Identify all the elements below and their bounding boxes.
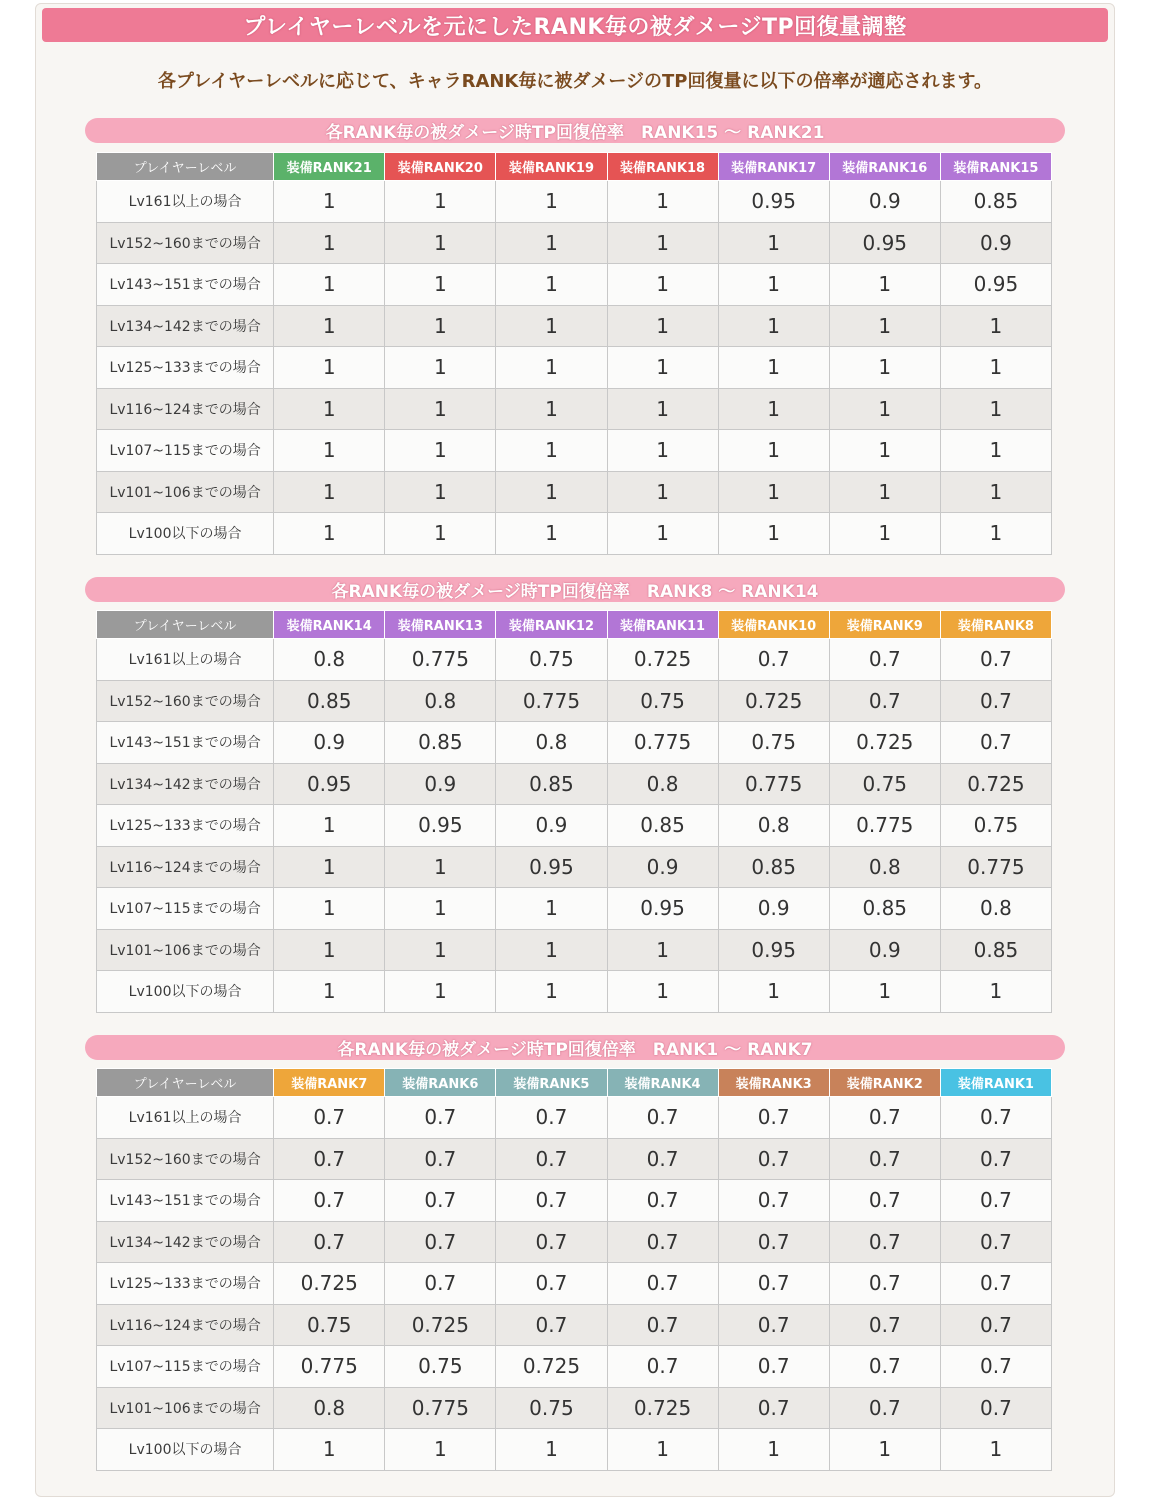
rate-value-cell: 1: [829, 347, 940, 389]
rate-value-cell: 0.7: [940, 722, 1051, 764]
rate-value-cell: 1: [385, 305, 496, 347]
table-header-row: [97, 611, 1052, 639]
rank-column-header: 装備RANK6: [385, 1069, 496, 1097]
table-row: [97, 1263, 1052, 1305]
rate-value-cell: 0.7: [496, 1304, 607, 1346]
level-label-cell: Lv107~115までの場合: [97, 888, 274, 930]
rate-value-cell: 0.775: [496, 680, 607, 722]
level-label-cell: Lv107~115までの場合: [97, 1346, 274, 1388]
rate-value-cell: 1: [385, 929, 496, 971]
rate-value-cell: 0.75: [385, 1346, 496, 1388]
rank-column-header: 装備RANK16: [829, 153, 940, 181]
rank-column-header: 装備RANK12: [496, 611, 607, 639]
rate-value-cell: 1: [496, 264, 607, 306]
rate-value-cell: 0.8: [607, 763, 718, 805]
table-header-row: [97, 1069, 1052, 1097]
rate-value-cell: 1: [385, 430, 496, 472]
rate-value-cell: 0.7: [385, 1097, 496, 1139]
rate-value-cell: 1: [607, 264, 718, 306]
rate-value-cell: 1: [496, 513, 607, 555]
rate-value-cell: 0.7: [718, 1138, 829, 1180]
level-label-cell: Lv134~142までの場合: [97, 763, 274, 805]
table-row: [97, 971, 1052, 1013]
rate-value-cell: 0.85: [274, 680, 385, 722]
rate-value-cell: 1: [718, 971, 829, 1013]
table-row: [97, 471, 1052, 513]
rate-value-cell: 0.75: [274, 1304, 385, 1346]
page-subtitle: 各プレイヤーレベルに応じて、キャラRANK毎に被ダメージのTP回復量に以下の倍率が適応されます。: [157, 71, 993, 92]
rate-value-cell: 1: [718, 513, 829, 555]
rate-value-cell: 0.7: [940, 1304, 1051, 1346]
table-row: [97, 1221, 1052, 1263]
rate-value-cell: 0.7: [607, 1346, 718, 1388]
rate-value-cell: 1: [274, 846, 385, 888]
rate-value-cell: 0.7: [607, 1263, 718, 1305]
rate-value-cell: 1: [940, 971, 1051, 1013]
rate-value-cell: 1: [274, 264, 385, 306]
table-row: [97, 846, 1052, 888]
level-label-cell: Lv116~124までの場合: [97, 846, 274, 888]
rate-value-cell: 0.75: [496, 639, 607, 681]
level-label-cell: Lv101~106までの場合: [97, 471, 274, 513]
table-row: [97, 1387, 1052, 1429]
rate-value-cell: 0.7: [274, 1221, 385, 1263]
table-row: [97, 1138, 1052, 1180]
level-column-header: プレイヤーレベル: [97, 153, 274, 181]
rank-column-header: 装備RANK20: [385, 153, 496, 181]
rate-value-cell: 1: [607, 430, 718, 472]
rank-column-header: 装備RANK8: [940, 611, 1051, 639]
rate-value-cell: 1: [607, 181, 718, 223]
table-row: [97, 1304, 1052, 1346]
rate-value-cell: 0.7: [829, 1138, 940, 1180]
rate-value-cell: 0.85: [940, 181, 1051, 223]
level-column-header: プレイヤーレベル: [97, 1069, 274, 1097]
rate-value-cell: 0.7: [829, 680, 940, 722]
table-row: [97, 222, 1052, 264]
rate-value-cell: 0.8: [274, 1387, 385, 1429]
rate-value-cell: 1: [718, 471, 829, 513]
rate-value-cell: 0.85: [829, 888, 940, 930]
rate-value-cell: 0.7: [718, 1387, 829, 1429]
rate-value-cell: 0.7: [718, 1346, 829, 1388]
rate-value-cell: 0.775: [274, 1346, 385, 1388]
tp-rate-table: [96, 610, 1052, 1013]
rate-value-cell: 1: [385, 513, 496, 555]
tp-rate-table: [96, 152, 1052, 555]
rate-value-cell: 0.725: [829, 722, 940, 764]
rate-value-cell: 1: [274, 305, 385, 347]
rank-column-header: 装備RANK1: [940, 1069, 1051, 1097]
rate-value-cell: 0.7: [718, 639, 829, 681]
level-label-cell: Lv100以下の場合: [97, 971, 274, 1013]
level-label-cell: Lv161以上の場合: [97, 181, 274, 223]
rate-value-cell: 0.7: [607, 1221, 718, 1263]
rate-value-cell: 1: [385, 888, 496, 930]
rate-value-cell: 1: [718, 264, 829, 306]
rate-value-cell: 0.75: [829, 763, 940, 805]
level-label-cell: Lv152~160までの場合: [97, 222, 274, 264]
table-row: [97, 1180, 1052, 1222]
rate-value-cell: 0.9: [607, 846, 718, 888]
section-heading: 各RANK毎の被ダメージ時TP回復倍率 RANK1 ～ RANK7: [85, 1035, 1065, 1060]
level-label-cell: Lv116~124までの場合: [97, 388, 274, 430]
rate-value-cell: 0.95: [829, 222, 940, 264]
table-row: [97, 264, 1052, 306]
rate-value-cell: 1: [829, 264, 940, 306]
level-label-cell: Lv125~133までの場合: [97, 1263, 274, 1305]
table-row: [97, 639, 1052, 681]
rate-value-cell: 1: [496, 430, 607, 472]
rate-value-cell: 0.775: [718, 763, 829, 805]
level-label-cell: Lv143~151までの場合: [97, 1180, 274, 1222]
rate-value-cell: 0.95: [718, 181, 829, 223]
rate-value-cell: 0.7: [274, 1097, 385, 1139]
rate-value-cell: 0.7: [496, 1138, 607, 1180]
rate-value-cell: 0.7: [940, 680, 1051, 722]
table-row: [97, 1097, 1052, 1139]
rate-value-cell: 1: [385, 181, 496, 223]
level-label-cell: Lv134~142までの場合: [97, 1221, 274, 1263]
rank-column-header: 装備RANK17: [718, 153, 829, 181]
rate-value-cell: 0.7: [829, 1221, 940, 1263]
rate-value-cell: 0.725: [718, 680, 829, 722]
tp-rate-table: [96, 1068, 1052, 1471]
rate-value-cell: 1: [496, 971, 607, 1013]
level-label-cell: Lv101~106までの場合: [97, 1387, 274, 1429]
rank-column-header: 装備RANK10: [718, 611, 829, 639]
rate-value-cell: 0.7: [940, 1221, 1051, 1263]
rate-value-cell: 1: [274, 181, 385, 223]
rate-value-cell: 0.7: [940, 1180, 1051, 1222]
rank-column-header: 装備RANK14: [274, 611, 385, 639]
level-label-cell: Lv116~124までの場合: [97, 1304, 274, 1346]
rate-value-cell: 0.7: [718, 1221, 829, 1263]
table-row: [97, 680, 1052, 722]
level-label-cell: Lv101~106までの場合: [97, 929, 274, 971]
rate-value-cell: 1: [940, 388, 1051, 430]
level-label-cell: Lv161以上の場合: [97, 1097, 274, 1139]
rate-value-cell: 0.775: [829, 805, 940, 847]
table-row: [97, 763, 1052, 805]
rate-value-cell: 0.7: [829, 1097, 940, 1139]
level-label-cell: Lv125~133までの場合: [97, 805, 274, 847]
rate-value-cell: 0.7: [829, 1180, 940, 1222]
rate-value-cell: 0.7: [940, 639, 1051, 681]
rate-value-cell: 0.725: [607, 1387, 718, 1429]
rate-value-cell: 0.7: [718, 1097, 829, 1139]
rate-value-cell: 0.7: [940, 1346, 1051, 1388]
rate-value-cell: 1: [496, 222, 607, 264]
rate-value-cell: 1: [940, 347, 1051, 389]
rate-value-cell: 1: [385, 222, 496, 264]
level-label-cell: Lv143~151までの場合: [97, 264, 274, 306]
rank-column-header: 装備RANK9: [829, 611, 940, 639]
rate-value-cell: 0.725: [496, 1346, 607, 1388]
level-label-cell: Lv134~142までの場合: [97, 305, 274, 347]
section-heading: 各RANK毎の被ダメージ時TP回復倍率 RANK15 ～ RANK21: [85, 118, 1065, 143]
rate-value-cell: 0.7: [940, 1097, 1051, 1139]
rate-value-cell: 0.7: [940, 1263, 1051, 1305]
rate-value-cell: 0.725: [274, 1263, 385, 1305]
rate-value-cell: 1: [496, 929, 607, 971]
rate-value-cell: 0.9: [718, 888, 829, 930]
rate-value-cell: 0.95: [940, 264, 1051, 306]
rate-value-cell: 0.95: [718, 929, 829, 971]
rate-value-cell: 1: [385, 471, 496, 513]
level-label-cell: Lv125~133までの場合: [97, 347, 274, 389]
rate-value-cell: 0.9: [829, 929, 940, 971]
rate-value-cell: 1: [385, 971, 496, 1013]
rate-value-cell: 0.7: [829, 639, 940, 681]
rate-value-cell: 0.85: [607, 805, 718, 847]
rank-column-header: 装備RANK13: [385, 611, 496, 639]
rate-value-cell: 0.8: [718, 805, 829, 847]
section-heading: 各RANK毎の被ダメージ時TP回復倍率 RANK8 ～ RANK14: [85, 577, 1065, 602]
rate-value-cell: 1: [829, 388, 940, 430]
rate-value-cell: 0.7: [829, 1304, 940, 1346]
rate-value-cell: 1: [274, 430, 385, 472]
rate-value-cell: 1: [274, 888, 385, 930]
rate-value-cell: 0.9: [385, 763, 496, 805]
rank-column-header: 装備RANK4: [607, 1069, 718, 1097]
rank-column-header: 装備RANK18: [607, 153, 718, 181]
rate-value-cell: 1: [496, 388, 607, 430]
rate-value-cell: 0.9: [496, 805, 607, 847]
rate-value-cell: 1: [607, 222, 718, 264]
rate-value-cell: 0.75: [718, 722, 829, 764]
rate-value-cell: 0.7: [274, 1138, 385, 1180]
table-row: [97, 722, 1052, 764]
rate-value-cell: 1: [940, 430, 1051, 472]
rate-value-cell: 1: [274, 1429, 385, 1471]
rate-value-cell: 1: [385, 846, 496, 888]
rank-column-header: 装備RANK19: [496, 153, 607, 181]
table-row: [97, 1346, 1052, 1388]
rate-value-cell: 1: [496, 471, 607, 513]
rate-value-cell: 0.7: [385, 1180, 496, 1222]
rate-value-cell: 1: [829, 430, 940, 472]
table-row: [97, 181, 1052, 223]
rate-value-cell: 1: [607, 1429, 718, 1471]
rate-value-cell: 1: [274, 929, 385, 971]
rate-value-cell: 0.75: [940, 805, 1051, 847]
rate-value-cell: 1: [607, 305, 718, 347]
rate-value-cell: 0.7: [940, 1387, 1051, 1429]
rate-value-cell: 0.95: [496, 846, 607, 888]
rate-value-cell: 1: [718, 222, 829, 264]
rate-value-cell: 0.85: [940, 929, 1051, 971]
rate-value-cell: 1: [718, 347, 829, 389]
rate-value-cell: 0.7: [940, 1138, 1051, 1180]
table-row: [97, 430, 1052, 472]
rate-value-cell: 0.7: [718, 1263, 829, 1305]
rate-value-cell: 1: [385, 1429, 496, 1471]
rate-value-cell: 0.8: [829, 846, 940, 888]
rate-value-cell: 1: [274, 805, 385, 847]
rate-value-cell: 0.85: [718, 846, 829, 888]
rate-value-cell: 1: [274, 513, 385, 555]
rate-value-cell: 1: [940, 471, 1051, 513]
rate-value-cell: 0.7: [385, 1221, 496, 1263]
rate-value-cell: 1: [718, 430, 829, 472]
rate-value-cell: 0.9: [274, 722, 385, 764]
rate-value-cell: 0.7: [718, 1180, 829, 1222]
page-title: プレイヤーレベルを元にしたRANK毎の被ダメージTP回復量調整: [42, 8, 1108, 42]
level-label-cell: Lv143~151までの場合: [97, 722, 274, 764]
rate-value-cell: 0.775: [385, 1387, 496, 1429]
level-label-cell: Lv161以上の場合: [97, 639, 274, 681]
rate-value-cell: 0.7: [385, 1138, 496, 1180]
rate-value-cell: 1: [496, 1429, 607, 1471]
table-row: [97, 305, 1052, 347]
rate-value-cell: 1: [496, 305, 607, 347]
rate-value-cell: 1: [940, 1429, 1051, 1471]
rate-value-cell: 0.7: [496, 1097, 607, 1139]
rate-value-cell: 1: [607, 929, 718, 971]
rate-value-cell: 0.7: [829, 1263, 940, 1305]
level-label-cell: Lv100以下の場合: [97, 1429, 274, 1471]
table-header-row: [97, 153, 1052, 181]
rate-value-cell: 1: [607, 471, 718, 513]
rate-value-cell: 0.75: [607, 680, 718, 722]
rate-value-cell: 0.7: [496, 1221, 607, 1263]
rate-value-cell: 0.775: [385, 639, 496, 681]
rank-column-header: 装備RANK11: [607, 611, 718, 639]
rate-value-cell: 1: [607, 513, 718, 555]
rate-value-cell: 1: [274, 388, 385, 430]
rate-value-cell: 0.725: [385, 1304, 496, 1346]
rate-value-cell: 0.7: [385, 1263, 496, 1305]
rate-value-cell: 0.95: [274, 763, 385, 805]
table-row: [97, 513, 1052, 555]
rate-value-cell: 1: [940, 513, 1051, 555]
rate-value-cell: 0.775: [607, 722, 718, 764]
rate-value-cell: 0.7: [496, 1180, 607, 1222]
rate-value-cell: 0.8: [274, 639, 385, 681]
rate-value-cell: 0.85: [385, 722, 496, 764]
rate-value-cell: 0.7: [496, 1263, 607, 1305]
level-label-cell: Lv107~115までの場合: [97, 430, 274, 472]
rank-column-header: 装備RANK21: [274, 153, 385, 181]
rate-value-cell: 0.775: [940, 846, 1051, 888]
rate-value-cell: 1: [274, 471, 385, 513]
level-label-cell: Lv100以下の場合: [97, 513, 274, 555]
rate-value-cell: 0.725: [607, 639, 718, 681]
rank-column-header: 装備RANK3: [718, 1069, 829, 1097]
rank-column-header: 装備RANK5: [496, 1069, 607, 1097]
table-row: [97, 805, 1052, 847]
rank-column-header: 装備RANK15: [940, 153, 1051, 181]
rate-value-cell: 0.85: [496, 763, 607, 805]
rate-value-cell: 1: [940, 305, 1051, 347]
rate-value-cell: 0.9: [940, 222, 1051, 264]
rank-column-header: 装備RANK7: [274, 1069, 385, 1097]
rate-value-cell: 0.725: [940, 763, 1051, 805]
rate-value-cell: 0.75: [496, 1387, 607, 1429]
rate-value-cell: 1: [274, 971, 385, 1013]
rate-value-cell: 0.8: [496, 722, 607, 764]
table-row: [97, 888, 1052, 930]
table-row: [97, 347, 1052, 389]
rate-value-cell: 1: [829, 471, 940, 513]
rate-value-cell: 0.7: [274, 1180, 385, 1222]
rate-value-cell: 1: [718, 1429, 829, 1471]
rate-value-cell: 1: [829, 305, 940, 347]
table-row: [97, 1429, 1052, 1471]
rate-value-cell: 1: [496, 347, 607, 389]
table-row: [97, 388, 1052, 430]
rate-value-cell: 0.9: [829, 181, 940, 223]
rate-value-cell: 0.7: [718, 1304, 829, 1346]
rate-value-cell: 1: [607, 971, 718, 1013]
rate-value-cell: 1: [385, 347, 496, 389]
rate-value-cell: 0.95: [385, 805, 496, 847]
rate-value-cell: 1: [607, 388, 718, 430]
rate-value-cell: 0.8: [940, 888, 1051, 930]
rate-value-cell: 1: [274, 222, 385, 264]
rate-value-cell: 1: [496, 888, 607, 930]
rate-value-cell: 1: [385, 388, 496, 430]
rate-value-cell: 0.7: [829, 1346, 940, 1388]
level-label-cell: Lv152~160までの場合: [97, 680, 274, 722]
rate-value-cell: 1: [385, 264, 496, 306]
table-row: [97, 929, 1052, 971]
level-column-header: プレイヤーレベル: [97, 611, 274, 639]
rate-value-cell: 0.7: [607, 1138, 718, 1180]
rate-value-cell: 1: [496, 181, 607, 223]
rate-value-cell: 1: [829, 513, 940, 555]
rate-value-cell: 1: [607, 347, 718, 389]
rate-value-cell: 0.7: [607, 1097, 718, 1139]
rate-value-cell: 1: [718, 305, 829, 347]
rank-column-header: 装備RANK2: [829, 1069, 940, 1097]
rate-value-cell: 0.7: [607, 1180, 718, 1222]
rate-value-cell: 1: [718, 388, 829, 430]
rate-value-cell: 1: [829, 971, 940, 1013]
rate-value-cell: 1: [274, 347, 385, 389]
rate-value-cell: 1: [829, 1429, 940, 1471]
rate-value-cell: 0.95: [607, 888, 718, 930]
level-label-cell: Lv152~160までの場合: [97, 1138, 274, 1180]
rate-value-cell: 0.7: [607, 1304, 718, 1346]
rate-value-cell: 0.7: [829, 1387, 940, 1429]
rate-value-cell: 0.8: [385, 680, 496, 722]
